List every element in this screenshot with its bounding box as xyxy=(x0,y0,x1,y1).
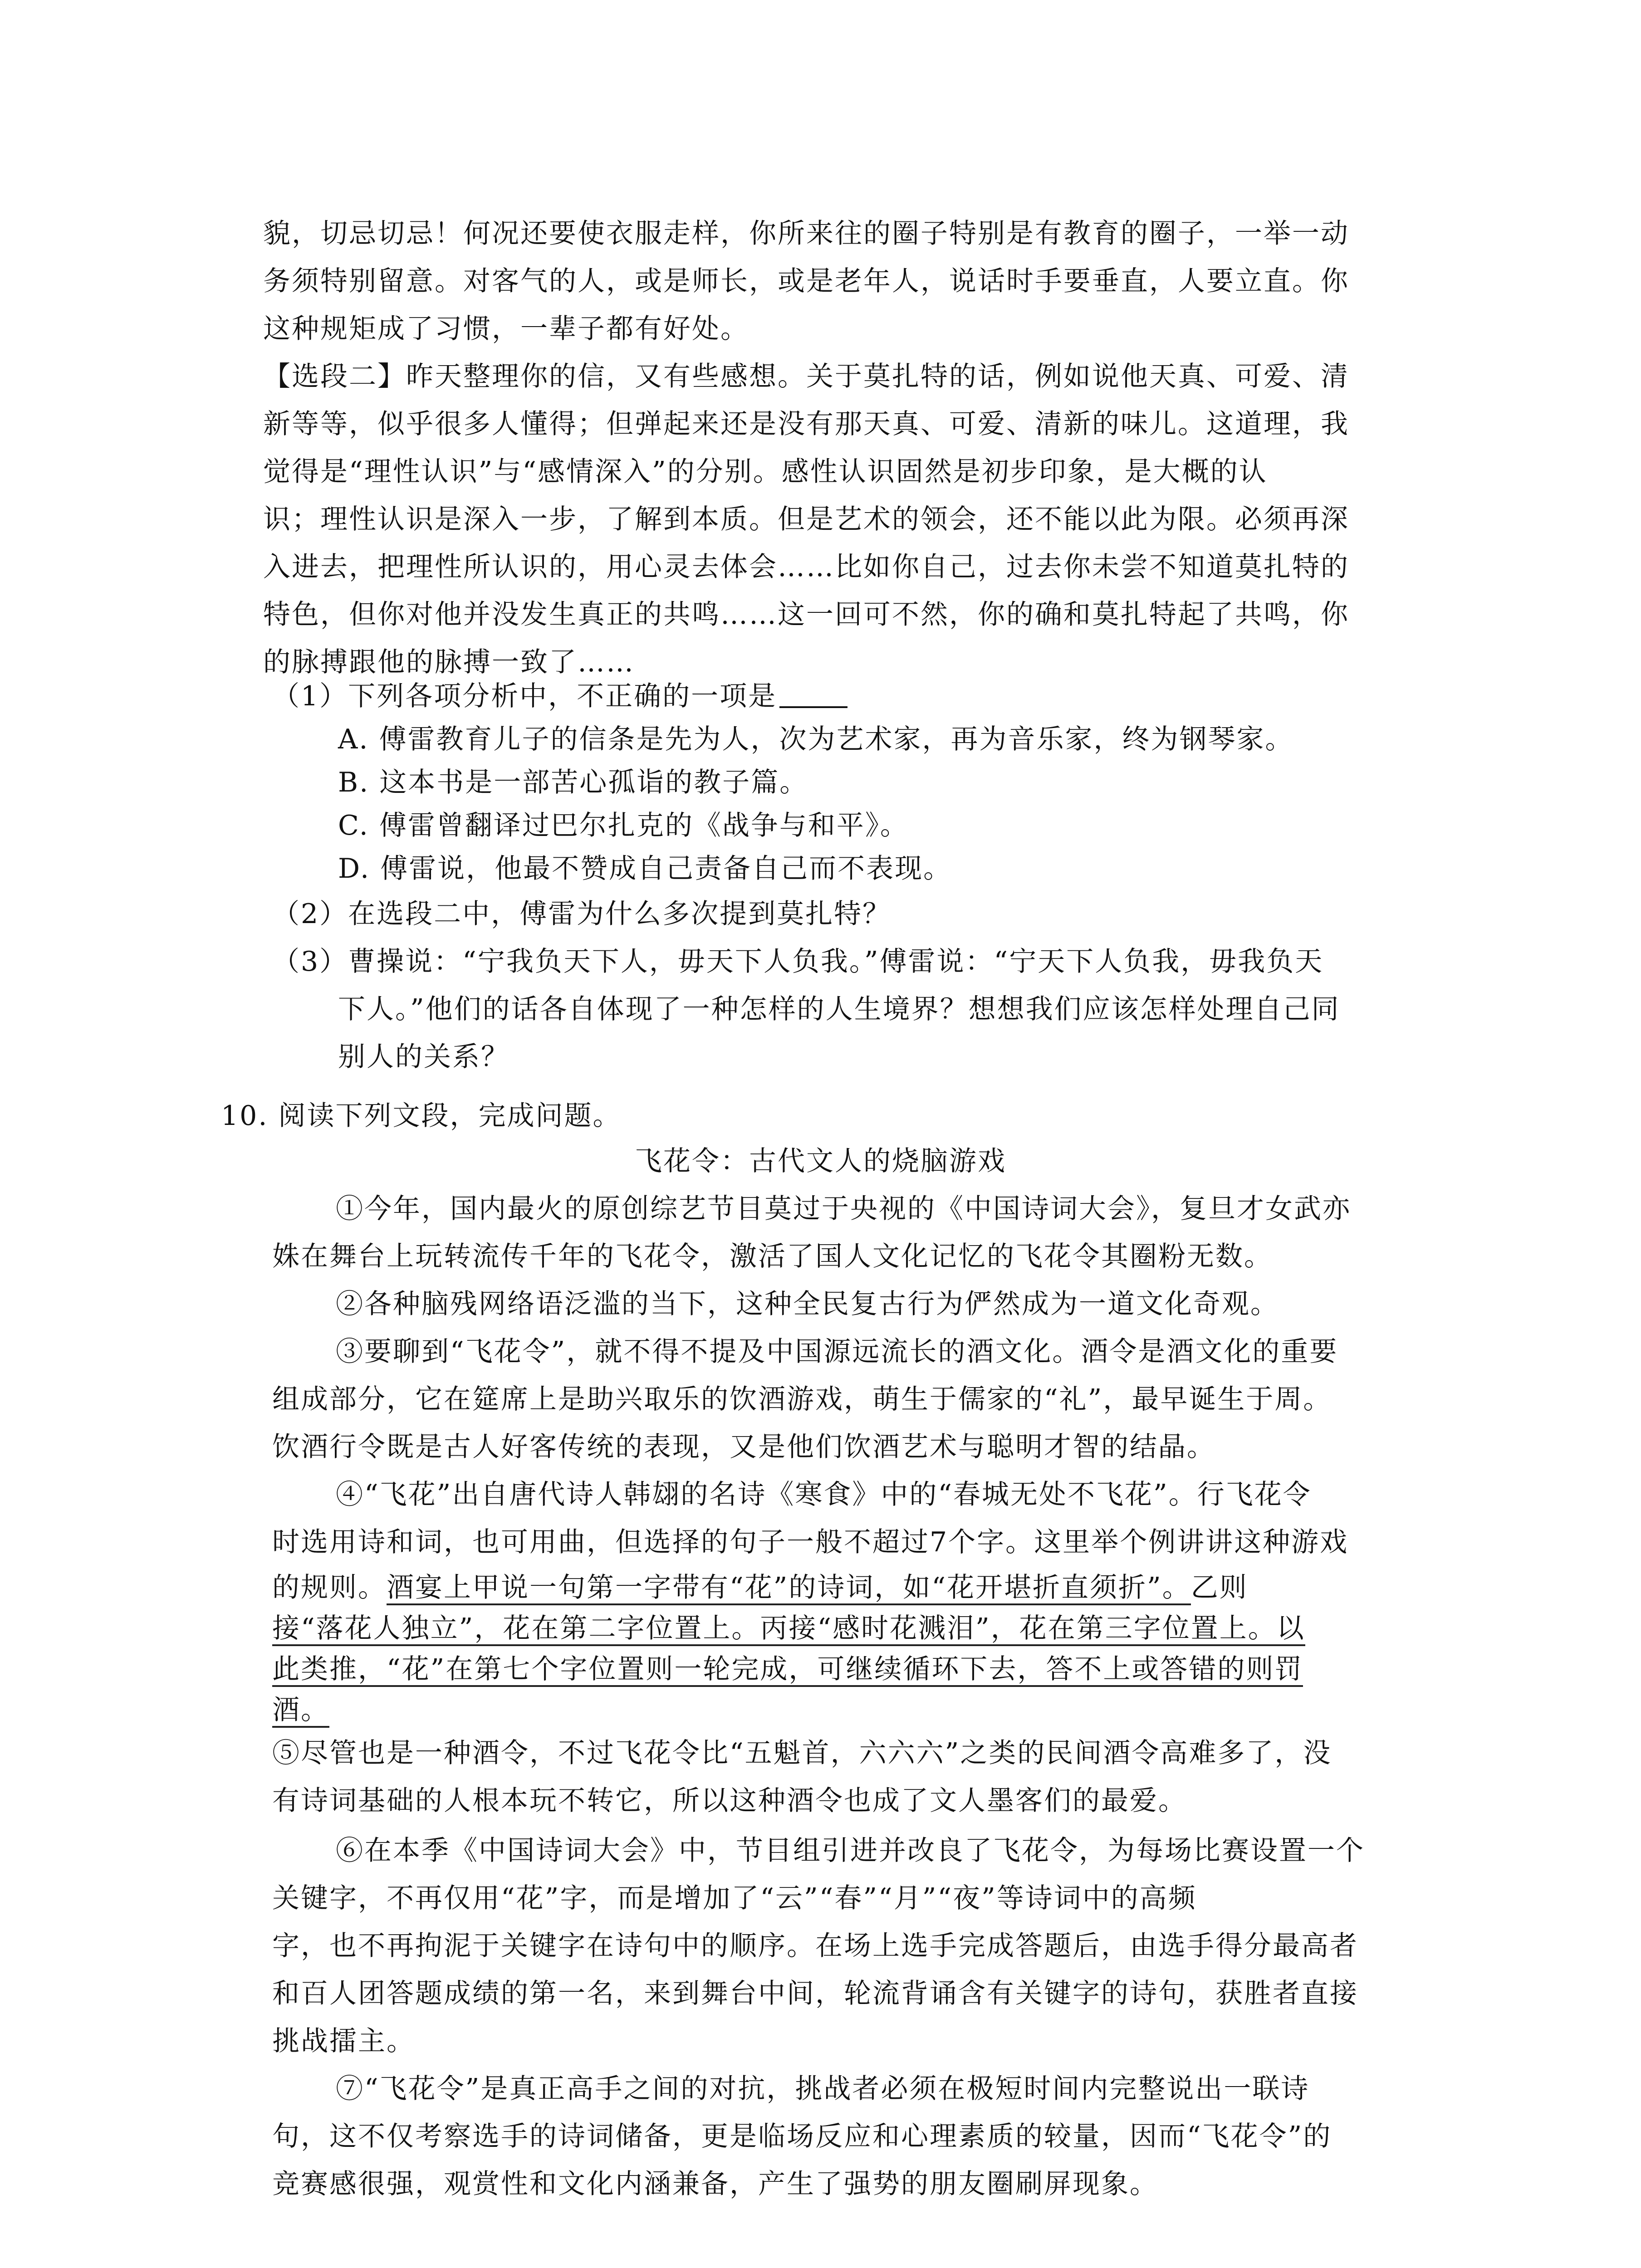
text-line: 务须特别留意。对客气的人，或是师长，或是老年人，说话时手要垂直，人要立直。你 xyxy=(263,265,1349,297)
underlined-text: 酒宴上甲说一句第一字带有“花”的诗词，如“花开堪折直须折”。 xyxy=(387,1572,1191,1605)
paragraph-7-line: 竞赛感很强，观赏性和文化内涵兼备，产生了强势的朋友圈刷屏现象。 xyxy=(272,2168,1158,2200)
subquestion-3: （3）曹操说：“宁我负天下人，毋天下人负我。”傅雷说：“宁天下人负我，毋我负天 xyxy=(272,946,1324,978)
paragraph-7: ⑦“飞花令”是真正高手之间的对抗，挑战者必须在极短时间内完整说出一联诗 xyxy=(336,2073,1310,2105)
text-line: 貌，切忌切忌！何况还要使衣服走样，你所来往的圈子特别是有教育的圈子，一举一动 xyxy=(263,218,1349,249)
text-line: 觉得是“理性认识”与“感情深入”的分别。感性认识固然是初步印象，是大概的认 xyxy=(263,456,1268,488)
text-line: 识；理性认识是深入一步，了解到本质。但是艺术的领会，还不能以此为限。必须再深 xyxy=(263,503,1349,535)
text-line: 这种规矩成了习惯，一辈子都有好处。 xyxy=(263,313,749,345)
paragraph-1: ①今年，国内最火的原创综艺节目莫过于央视的《中国诗词大会》，复旦才女武亦 xyxy=(336,1193,1351,1225)
paragraph-6: ⑥在本季《中国诗词大会》中，节目组引进并改良了飞花令，为每场比赛设置一个 xyxy=(336,1835,1365,1867)
text-line: 【选段二】昨天整理你的信，又有些感想。关于莫扎特的话，例如说他天真、可爱、清 xyxy=(263,361,1349,392)
underlined-text: 接“落花人独立”，花在第二字位置上。丙接“感时花溅泪”，花在第三字位置上。以 xyxy=(272,1613,1305,1646)
option-d: D. 傅雷说，他最不赞成自己责备自己而不表现。 xyxy=(338,853,952,885)
paragraph-3-line: 饮酒行令既是古人好客传统的表现，又是他们饮酒艺术与聪明才智的结晶。 xyxy=(272,1431,1215,1463)
paragraph-4-plain: 的规则。 xyxy=(272,1572,387,1603)
paragraph-2: ②各种脑残网络语泛滥的当下，这种全民复古行为俨然成为一道文化奇观。 xyxy=(336,1288,1279,1320)
paragraph-4-plain: 乙则 xyxy=(1190,1572,1248,1603)
paragraph-4: ④“飞花”出自唐代诗人韩翃的名诗《寒食》中的“春城无处不飞花”。行飞花令 xyxy=(336,1479,1312,1510)
underlined-line xyxy=(272,1615,1305,1642)
option-a: A. 傅雷教育儿子的信条是先为人，次为艺术家，再为音乐家，终为钢琴家。 xyxy=(338,723,1294,755)
subquestion-1-text: （1）下列各项分析中，不正确的一项是 xyxy=(272,680,777,712)
paragraph-3-line: 组成部分，它在筵席上是助兴取乐的饮酒游戏，萌生于儒家的“礼”，最早诞生于周。 xyxy=(272,1383,1332,1415)
text-line: 特色，但你对他并没发生真正的共鸣……这一回可不然，你的确和莫扎特起了共鸣，你 xyxy=(263,599,1349,631)
paragraph-5-line: 有诗词基础的人根本玩不转它，所以这种酒令也成了文人墨客们的最爱。 xyxy=(272,1785,1187,1817)
underlined-line xyxy=(272,1696,329,1724)
paragraph-7-line: 句，这不仅考察选手的诗词储备，更是临场反应和心理素质的较量，因而“飞花令”的 xyxy=(272,2121,1332,2152)
text-line: 入进去，把理性所认识的，用心灵去体会……比如你自己，过去你未尝不知道莫扎特的 xyxy=(263,551,1349,583)
paragraph-4-line: 时选用诗和词，也可用曲，但选择的句子一般不超过7个字。这里举个例讲讲这种游戏 xyxy=(272,1526,1349,1558)
subquestion-3-line: 下人。”他们的话各自体现了一种怎样的人生境界？想想我们应该怎样处理自己同 xyxy=(338,993,1340,1025)
subquestion-2: （2）在选段二中，傅雷为什么多次提到莫扎特？ xyxy=(272,898,892,930)
underlined-line xyxy=(272,1653,1303,1685)
paragraph-5: ⑤尽管也是一种酒令，不过飞花令比“五魁首，六六六”之类的民间酒令高难多了，没 xyxy=(272,1737,1332,1769)
option-b: B. 这本书是一部苦心孤诣的教子篇。 xyxy=(338,767,808,798)
paragraph-6-line: 字，也不再拘泥于关键字在诗句中的顺序。在场上选手完成答题后，由选手得分最高者 xyxy=(272,1930,1358,1962)
subquestion-3-line: 别人的关系？ xyxy=(338,1041,509,1073)
article-title: 飞花令：古代文人的烧脑游戏 xyxy=(635,1145,1006,1177)
option-c: C. 傅雷曾翻译过巴尔扎克的《战争与和平》。 xyxy=(338,810,909,841)
underlined-text: 此类推，“花”在第七个字位置则一轮完成，可继续循环下去，答不上或答错的则罚 xyxy=(272,1653,1303,1687)
paragraph-6-line: 和百人团答题成绩的第一名，来到舞台中间，轮流背诵含有关键字的诗句，获胜者直接 xyxy=(272,1978,1358,2009)
subquestion-1 xyxy=(272,680,847,712)
question-10-stem: 10. 阅读下列文段，完成问题。 xyxy=(221,1100,622,1132)
text-line: 的脉搏跟他的脉搏一致了…… xyxy=(263,646,635,678)
answer-blank xyxy=(779,706,847,708)
underlined-text: 酒。 xyxy=(272,1694,329,1728)
paragraph-1-line: 姝在舞台上玩转流传千年的飞花令，激活了国人文化记忆的飞花令其圈粉无数。 xyxy=(272,1241,1273,1272)
paragraph-3: ③要聊到“飞花令”，就不得不提及中国源远流长的酒文化。酒令是酒文化的重要 xyxy=(336,1336,1338,1368)
paragraph-6-line: 挑战擂主。 xyxy=(272,2025,415,2057)
paragraph-4-line xyxy=(272,1574,1248,1601)
paragraph-6-line: 关键字，不再仅用“花”字，而是增加了“云”“春”“月”“夜”等诗词中的高频 xyxy=(272,1882,1197,1914)
text-line: 新等等，似乎很多人懂得；但弹起来还是没有那天真、可爱、清新的味儿。这道理，我 xyxy=(263,408,1349,440)
